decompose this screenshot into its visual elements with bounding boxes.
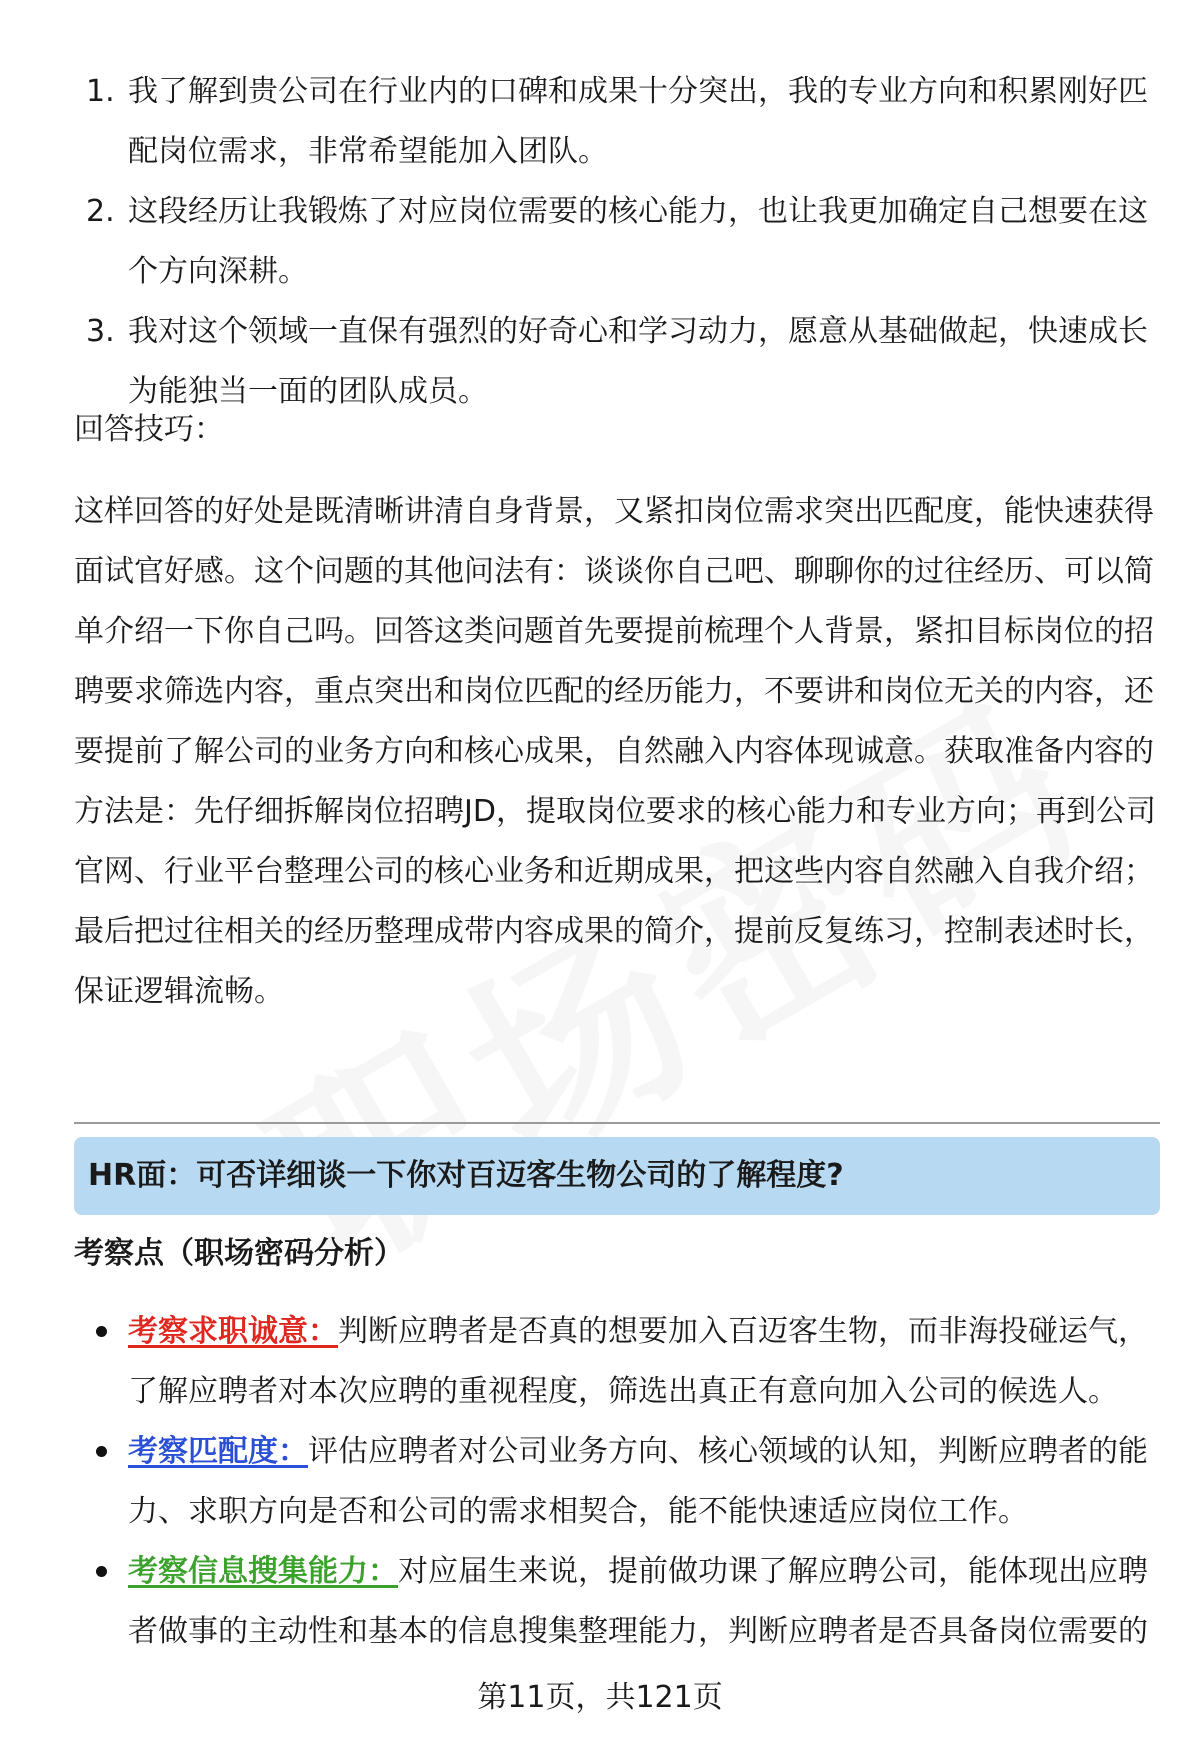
bullet-icon xyxy=(96,1326,107,1337)
analysis-heading: 考察点（职场密码分析） xyxy=(74,1236,404,1271)
bullet-list xyxy=(74,1302,1160,1662)
bullet-icon xyxy=(96,1446,107,1457)
list-item xyxy=(74,1302,1160,1422)
list-item-text: 我对这个领域一直保有强烈的好奇心和学习动力，愿意从基础做起，快速成长为能独当一面的团队成员。 xyxy=(128,314,1148,409)
page-footer: 第11页，共121页 xyxy=(477,1680,723,1715)
list-number: 3. xyxy=(86,314,115,349)
bullet-icon xyxy=(96,1566,107,1577)
bullet-text: 判断应聘者是否真的想要加入百迈客生物，而非海投碰运气，了解应聘者对本次应聘的重视程度，筛选出真正有意向加入公司的候选人。 xyxy=(128,1314,1148,1409)
section-divider xyxy=(74,1122,1160,1124)
numbered-list xyxy=(74,62,1154,422)
list-item xyxy=(74,62,1154,182)
bullet-text: 评估应聘者对公司业务方向、核心领域的认知，判断应聘者的能力、求职方向是否和公司的需求相契合，能不能快速适应岗位工作。 xyxy=(128,1434,1148,1529)
bullet-keyword: 考察信息搜集能力： xyxy=(128,1554,398,1589)
tips-heading: 回答技巧： xyxy=(74,412,224,447)
list-number: 1. xyxy=(86,74,115,109)
list-item xyxy=(74,1422,1160,1542)
bullet-text: 对应届生来说，提前做功课了解应聘公司，能体现出应聘者做事的主动性和基本的信息搜集整理能力，判断应聘者是否具备岗位需要的 xyxy=(128,1554,1148,1649)
list-item xyxy=(74,182,1154,302)
list-item-text: 我了解到贵公司在行业内的口碑和成果十分突出，我的专业方向和积累刚好匹配岗位需求，非常希望能加入团队。 xyxy=(128,74,1148,169)
bullet-keyword: 考察求职诚意： xyxy=(128,1314,338,1349)
list-item xyxy=(74,1542,1160,1662)
list-item-text: 这段经历让我锻炼了对应岗位需要的核心能力，也让我更加确定自己想要在这个方向深耕。 xyxy=(128,194,1148,289)
list-number: 2. xyxy=(86,194,115,229)
question-box: HR面：可否详细谈一下你对百迈客生物公司的了解程度? xyxy=(74,1137,1160,1215)
bullet-keyword: 考察匹配度： xyxy=(128,1434,308,1469)
tips-paragraph: 这样回答的好处是既清晰讲清自身背景，又紧扣岗位需求突出匹配度，能快速获得面试官好感。这个问题的其他问法有：谈谈你自己吧、聊聊你的过往经历、可以简单介绍一下你自己吗。回答这类问题首先要提前梳理个人背景，紧扣目标岗位的招聘要求筛选内容，重点突出和岗位匹配的经历能力，不要讲和岗位无关的内容，还要提前了解公司的业务方向和核心成果，自然融入内容体现诚意。获取准备内容的方法是：先仔细拆解岗位招聘JD，提取岗位要求的核心能力和专业方向；再到公司官网、行业平台整理公司的核心业务和近期成果，把这些内容自然融入自我介绍；最后把过往相关的经历整理成带内容成果的简介，提前反复练习，控制表述时长，保证逻辑流畅。 xyxy=(74,494,1156,1009)
